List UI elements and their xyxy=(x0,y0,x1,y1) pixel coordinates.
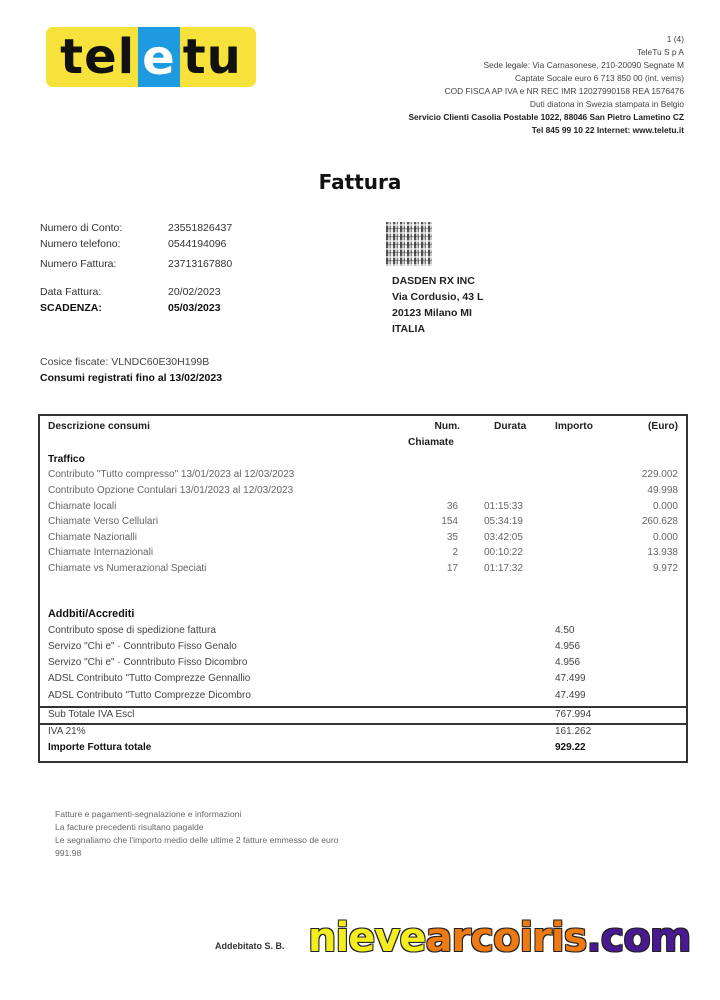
section-traffico: Traffico xyxy=(48,454,85,465)
row-description: Chiamate Nazionalli xyxy=(48,532,137,543)
info-label: Numero Fattura: xyxy=(40,258,117,270)
row-description: ADSL Contributo "Tutto Comprezze Dicombro xyxy=(48,690,251,701)
row-duration: 00:10:22 xyxy=(484,547,523,558)
row-amount: 229.002 xyxy=(641,469,678,480)
subtotal-label: Sub Totale IVA Escl xyxy=(48,709,135,720)
info-row-invoice-number xyxy=(40,256,232,272)
info-label: Numero telefono: xyxy=(40,238,121,250)
info-value: 05/03/2023 xyxy=(168,302,221,314)
row-amount: 0.000 xyxy=(652,532,678,543)
row-num-calls: 2 xyxy=(452,547,458,558)
table-row xyxy=(40,641,686,656)
info-row-phone xyxy=(40,236,232,252)
consumption-period: Consumi registrati fino al 13/02/2023 xyxy=(40,372,223,384)
qr-code xyxy=(386,222,432,266)
company-line: COD FISCA AP IVA e NR REC IMR 12027990158 REA 1576476 xyxy=(444,86,684,96)
watermark-part3: .com xyxy=(586,915,691,961)
table-row xyxy=(40,469,686,484)
info-label: Numero di Conto: xyxy=(40,222,123,234)
recipient-country: ITALIA xyxy=(392,323,426,335)
row-duration: 05:34:19 xyxy=(484,516,523,527)
company-line: Sede legale: Via Carnasonese, 210-20090 Segnate M xyxy=(483,60,684,70)
table-row xyxy=(40,547,686,562)
watermark-part1: nieve xyxy=(308,915,426,961)
row-description: ADSL Contributo "Tutto Comprezze Gennallio xyxy=(48,673,251,684)
table-row xyxy=(40,690,686,705)
row-num-calls: 17 xyxy=(446,563,458,574)
watermark xyxy=(308,915,690,961)
document-title: Fattura xyxy=(318,170,402,194)
table-row xyxy=(40,532,686,547)
info-label: SCADENZA: xyxy=(40,302,102,314)
codice-fiscale: Cosice fiscate: VLNDC60E30H199B xyxy=(40,356,210,368)
table-row xyxy=(40,625,686,640)
row-importo: 4.956 xyxy=(555,657,581,668)
row-num-calls: 154 xyxy=(441,516,458,527)
recipient-street: Via Cordusio, 43 L xyxy=(392,291,484,303)
row-duration: 03:42:05 xyxy=(484,532,523,543)
total-label: Importe Fottura totale xyxy=(48,742,152,753)
table-row xyxy=(40,563,686,578)
recipient-name: DASDEN RX INC xyxy=(392,275,475,287)
note-line: 991.98 xyxy=(55,848,82,858)
note-line: Le segnaliamo che l'importo medio delle ultime 2 fatture emmesso de euro xyxy=(55,835,339,845)
invoice-info xyxy=(40,220,232,316)
row-amount: 13.938 xyxy=(647,547,678,558)
header-num: Num. xyxy=(434,421,460,432)
logo-text-tel: tel xyxy=(60,29,136,85)
subtotal-value: 767.994 xyxy=(555,709,592,720)
row-importo: 4.50 xyxy=(555,625,575,636)
footer-text: Addebitato S. B. xyxy=(215,941,285,951)
info-row-invoice-date xyxy=(40,284,232,300)
row-importo: 4.956 xyxy=(555,641,581,652)
note-line: La facture precedenti risultano pagalde xyxy=(55,822,204,832)
info-value: 23551826437 xyxy=(168,222,233,234)
table-row xyxy=(40,657,686,672)
row-num-calls: 35 xyxy=(446,532,458,543)
iva-label: IVA 21% xyxy=(48,726,86,737)
info-row-account xyxy=(40,220,232,236)
note-line: Fatture e pagamenti-segnalazione e informazioni xyxy=(55,809,242,819)
table-row xyxy=(40,673,686,688)
info-value: 20/02/2023 xyxy=(168,286,221,298)
header-importo: Importo xyxy=(555,421,593,432)
iva-row xyxy=(40,726,686,741)
company-line: Duti diatona in Swezia stampata in Belgio xyxy=(529,99,684,109)
table-row xyxy=(40,485,686,500)
charges-table xyxy=(38,414,688,763)
row-description: Chiamate Internazionali xyxy=(48,547,154,558)
row-num-calls: 36 xyxy=(446,501,458,512)
row-description: Contributo "Tutto compresso" 13/01/2023 al 12/03/2023 xyxy=(48,469,295,480)
row-importo: 47.499 xyxy=(555,690,586,701)
row-description: Servizo "Chi e" · Conntributo Fisso Dicombro xyxy=(48,657,248,668)
section-addebiti: Addbiti/Accrediti xyxy=(48,608,135,620)
row-description: Contributo spose di spedizione fattura xyxy=(48,625,216,636)
row-duration: 01:17:32 xyxy=(484,563,523,574)
row-importo: 47.499 xyxy=(555,673,586,684)
total-row xyxy=(40,742,686,757)
row-amount: 49.998 xyxy=(647,485,678,496)
header-description: Descrizione consumi xyxy=(48,421,150,432)
row-duration: 01:15:33 xyxy=(484,501,523,512)
logo-text-tu: tu xyxy=(182,29,242,85)
info-value: 0544194096 xyxy=(168,238,227,250)
subtotal-row xyxy=(40,709,686,724)
divider xyxy=(40,706,686,708)
row-description: Chiamate Verso Cellulari xyxy=(48,516,159,527)
row-description: Servizo "Chi e" · Conntributo Fisso Genalo xyxy=(48,641,237,652)
header-durata: Durata xyxy=(494,421,527,432)
page-number: 1 (4) xyxy=(666,34,684,44)
row-description: Chiamate locali xyxy=(48,501,117,512)
info-row-due-date xyxy=(40,300,232,316)
tax-info xyxy=(40,354,222,386)
header-euro: (Euro) xyxy=(648,421,678,432)
row-amount: 260.628 xyxy=(641,516,678,527)
logo-text-e: e xyxy=(138,27,180,87)
teletu-logo xyxy=(46,27,256,87)
recipient-address xyxy=(392,273,483,337)
contact-line: Tel 845 99 10 22 Internet: www.teletu.it xyxy=(531,125,684,135)
row-amount: 9.972 xyxy=(652,563,678,574)
company-line: Captate Socale euro 6 713 850 00 (int. vems) xyxy=(515,73,684,83)
row-description: Contributo Opzione Contulari 13/01/2023 al 12/03/2023 xyxy=(48,485,294,496)
info-label: Data Fattura: xyxy=(40,286,102,298)
watermark-part2: arcoiris xyxy=(425,915,587,961)
total-value: 929.22 xyxy=(555,742,586,753)
table-row xyxy=(40,501,686,516)
customer-service: Servicio Clienti Casolia Postable 1022, 88046 San Pietro Lametino CZ xyxy=(408,112,684,122)
header-chiamate: Chiamate xyxy=(408,437,454,448)
row-description: Chiamate vs Numerazional Speciati xyxy=(48,563,207,574)
table-row xyxy=(40,516,686,531)
iva-value: 161.262 xyxy=(555,726,592,737)
notes xyxy=(55,808,338,860)
divider xyxy=(40,723,686,725)
recipient-city: 20123 Milano MI xyxy=(392,307,472,319)
company-info xyxy=(408,33,684,137)
info-value: 23713167880 xyxy=(168,258,233,270)
row-amount: 0.000 xyxy=(652,501,678,512)
company-line: TeleTu S p A xyxy=(636,47,684,57)
